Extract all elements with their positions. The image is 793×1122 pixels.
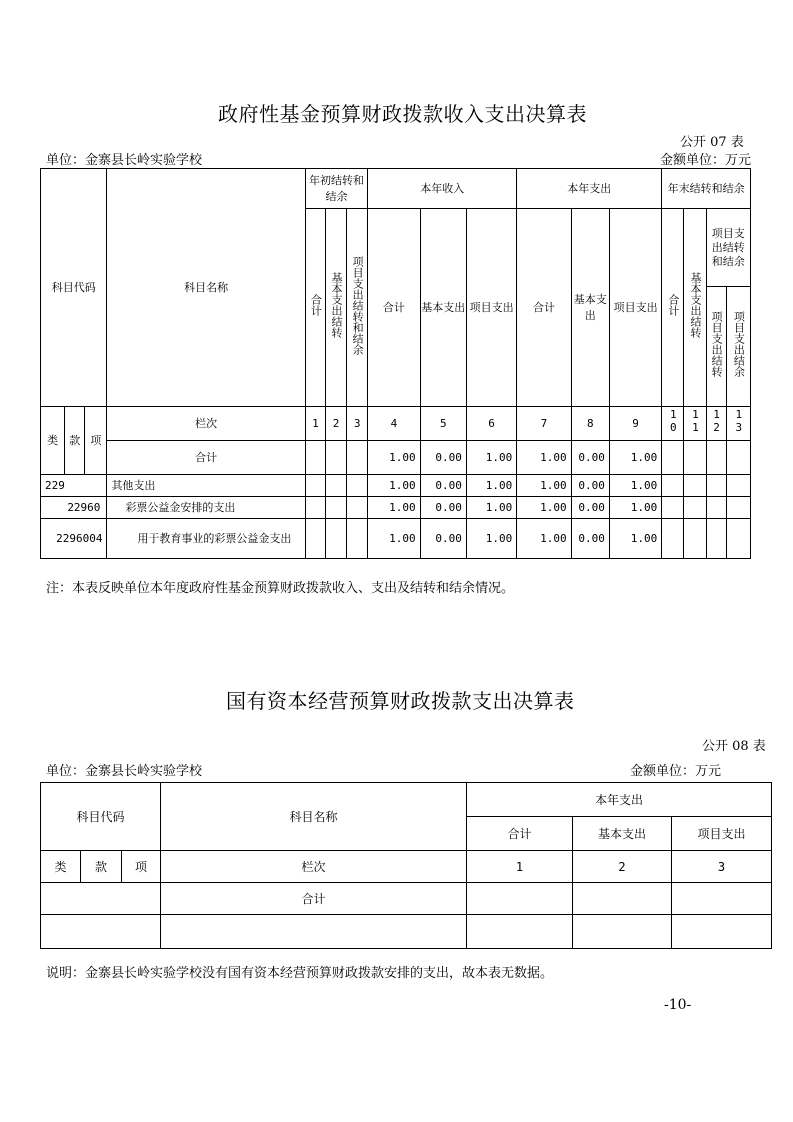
col-no-12: 12 xyxy=(706,407,726,441)
row-code: 22960 xyxy=(41,497,107,519)
end-proj-group: 项目支出结转和结余 xyxy=(706,209,750,287)
cell-value: 1.00 xyxy=(517,441,571,475)
lei-header: 类 xyxy=(41,407,65,475)
t8-proj-header: 项目支出 xyxy=(672,817,772,851)
cell-value: 0.00 xyxy=(420,497,466,519)
t8-xiang: 项 xyxy=(122,851,161,883)
table-row xyxy=(41,883,772,915)
cell-value: 0.00 xyxy=(420,519,466,559)
end-total: 合计 xyxy=(662,209,684,407)
col-no-13: 13 xyxy=(726,407,750,441)
t8-total-row: 合计 xyxy=(161,883,467,915)
t8-lanci: 栏次 xyxy=(161,851,467,883)
begin-header: 年初结转和结余 xyxy=(305,169,367,209)
col-no-4: 4 xyxy=(368,407,420,441)
cell-value: 1.00 xyxy=(466,519,516,559)
col-no-2: 2 xyxy=(325,407,346,441)
col-no-8: 8 xyxy=(571,407,609,441)
cell-value: 1.00 xyxy=(368,519,420,559)
cell-value: 1.00 xyxy=(609,441,661,475)
row-code: 229 xyxy=(41,475,107,497)
xiang-header: 项 xyxy=(85,407,107,475)
t8-col-no-2: 2 xyxy=(573,851,672,883)
table7 xyxy=(40,168,751,559)
table7-form-no: 公开 07 表 xyxy=(680,135,744,150)
cell-value: 0.00 xyxy=(571,519,609,559)
expense-basic: 基本支出 xyxy=(571,209,609,407)
table7-amount-unit: 金额单位：万元 xyxy=(660,153,752,168)
t8-col-no-3: 3 xyxy=(672,851,772,883)
table8-note: 说明：金寨县长岭实验学校没有国有资本经营预算财政拨款安排的支出，故本表无数据。 xyxy=(46,966,554,981)
table-row xyxy=(41,475,751,497)
table8-form-no: 公开 08 表 xyxy=(702,739,766,754)
cell-value: 1.00 xyxy=(368,497,420,519)
cell-value: 1.00 xyxy=(517,519,571,559)
cell-value: 1.00 xyxy=(517,497,571,519)
t8-code-header: 科目代码 xyxy=(41,783,161,851)
cell-value: 1.00 xyxy=(609,497,661,519)
col-no-10: 10 xyxy=(662,407,684,441)
cell-value: 1.00 xyxy=(517,475,571,497)
end-header: 年末结转和结余 xyxy=(662,169,751,209)
income-basic: 基本支出 xyxy=(420,209,466,407)
cell-value: 0.00 xyxy=(420,475,466,497)
table8-unit: 单位：金寨县长岭实验学校 xyxy=(46,764,203,779)
cell-value: 0.00 xyxy=(571,441,609,475)
col-no-5: 5 xyxy=(420,407,466,441)
t8-name-header: 科目名称 xyxy=(161,783,467,851)
table8-title: 国有资本经营预算财政拨款支出决算表 xyxy=(226,689,575,713)
cell-value: 1.00 xyxy=(368,475,420,497)
col-no-3: 3 xyxy=(347,407,368,441)
end-basic: 基本支出结转 xyxy=(684,209,706,407)
end-proj-carry: 项目支出结转 xyxy=(706,287,726,407)
col-no-6: 6 xyxy=(466,407,516,441)
table7-unit: 单位：金寨县长岭实验学校 xyxy=(46,153,203,168)
income-total: 合计 xyxy=(368,209,420,407)
table7-title: 政府性基金预算财政拨款收入支出决算表 xyxy=(218,102,587,126)
kuan-header: 款 xyxy=(65,407,85,475)
col-no-9: 9 xyxy=(609,407,661,441)
row-name: 彩票公益金安排的支出 xyxy=(107,497,305,519)
col-no-1: 1 xyxy=(305,407,325,441)
row-name: 合计 xyxy=(107,441,305,475)
cell-value: 0.00 xyxy=(571,497,609,519)
table-row xyxy=(41,519,751,559)
table-row xyxy=(41,915,772,949)
name-header: 科目名称 xyxy=(107,169,305,407)
t8-kuan: 款 xyxy=(81,851,122,883)
t8-total-header: 合计 xyxy=(467,817,573,851)
lanci-label: 栏次 xyxy=(107,407,305,441)
row-name: 其他支出 xyxy=(107,475,305,497)
begin-proj: 项目支出结转和结余 xyxy=(347,209,368,407)
begin-total: 合计 xyxy=(305,209,325,407)
cell-value: 1.00 xyxy=(466,441,516,475)
col-no-11: 11 xyxy=(684,407,706,441)
cell-value: 0.00 xyxy=(420,441,466,475)
table-row xyxy=(41,497,751,519)
t8-lei: 类 xyxy=(41,851,81,883)
end-proj-balance: 项目支出结余 xyxy=(726,287,750,407)
begin-basic: 基本支出结转 xyxy=(325,209,346,407)
cell-value: 1.00 xyxy=(368,441,420,475)
cell-value: 1.00 xyxy=(609,475,661,497)
table8 xyxy=(40,782,772,949)
income-header: 本年收入 xyxy=(368,169,517,209)
t8-basic-header: 基本支出 xyxy=(573,817,672,851)
col-no-7: 7 xyxy=(517,407,571,441)
table8-amount-unit: 金额单位：万元 xyxy=(630,764,722,779)
cell-value: 0.00 xyxy=(571,475,609,497)
table-row xyxy=(41,441,751,475)
expense-header: 本年支出 xyxy=(517,169,662,209)
code-header: 科目代码 xyxy=(41,169,107,407)
cell-value: 1.00 xyxy=(609,519,661,559)
income-proj: 项目支出 xyxy=(466,209,516,407)
page-number: -10- xyxy=(664,997,692,1013)
t8-col-no-1: 1 xyxy=(467,851,573,883)
expense-proj: 项目支出 xyxy=(609,209,661,407)
row-name: 用于教育事业的彩票公益金支出 xyxy=(107,519,305,559)
table7-note: 注：本表反映单位本年度政府性基金预算财政拨款收入、支出及结转和结余情况。 xyxy=(46,581,515,596)
cell-value: 1.00 xyxy=(466,475,516,497)
expense-total: 合计 xyxy=(517,209,571,407)
row-code: 2296004 xyxy=(41,519,107,559)
t8-expense-header: 本年支出 xyxy=(467,783,772,817)
cell-value: 1.00 xyxy=(466,497,516,519)
